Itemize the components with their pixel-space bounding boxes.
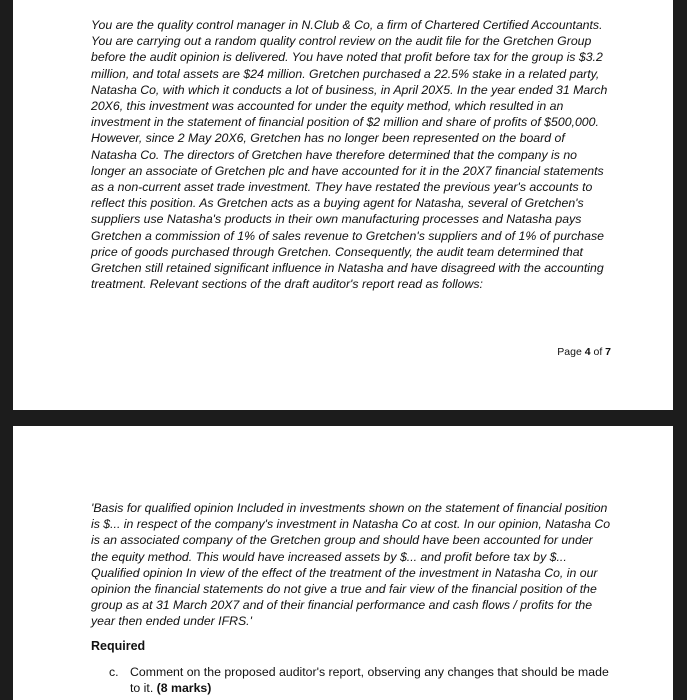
page-number-total: 7	[605, 346, 611, 358]
page-number-prefix: Page	[557, 346, 585, 358]
question-marks: (8 marks)	[156, 681, 212, 695]
page-number-middle: of	[590, 346, 606, 358]
question-text: Comment on the proposed auditor's report, observing any changes that should be made to it.	[130, 665, 609, 695]
document-page-4	[13, 0, 673, 410]
page-number-current: 4	[584, 346, 591, 358]
question-label: c.	[109, 665, 119, 679]
auditor-report-extract: 'Basis for qualified opinion Included in investments shown on the statement of financial position is $... in respect of the company's investment in Natasha Co at cost. In our opinion, Natasha Co is an associated company of the Gretchen group and should have been accounted for under the equity method. This would have increased assets by $... and profit before tax by $... Qualified opinion In view of the effect of the treatment of the investment in Natasha Co, in our opinion the financial statements do not give a true and fair view of the financial position of the group as at 31 March 20X7 and of their financial performance and cash flows / profits for the year then ended under IFRS.'	[91, 501, 611, 629]
question-c	[109, 664, 609, 696]
scenario-paragraph: You are the quality control manager in N.Club & Co, a firm of Chartered Certified Accountants. You are carrying out a random quality control review on the audit file for the Gretchen Group before the audit opinion is delivered. You have noted that profit before tax for the group is $3.2 million, and total assets are $24 million. Gretchen purchased a 22.5% stake in a related party, Natasha Co, with which it conducts a lot of business, in April 20X5. In the year ended 31 March 20X6, this investment was accounted for under the equity method, which resulted in an investment in the statement of financial position of $2 million and share of profits of $500,000. However, since 2 May 20X6, Gretchen has no longer been represented on the board of Natasha Co. The directors of Gretchen have therefore determined that the company is no longer an associate of Gretchen plc and have accounted for it in the 20X7 financial statements as a non-current asset trade investment. They have restated the previous year's accounts to reflect this position. As Gretchen acts as a buying agent for Natasha, several of Gretchen's suppliers use Natasha's products in their own manufacturing processes and Natasha pays Gretchen a commission of 1% of sales revenue to Gretchen's suppliers and of 1% of purchase price of goods purchased through Gretchen. Consequently, the audit team determined that Gretchen still retained significant influence in Natasha and have disagreed with the accounting treatment. Relevant sections of the draft auditor's report read as follows:	[91, 18, 608, 292]
page-number	[557, 346, 611, 358]
required-heading: Required	[91, 639, 146, 653]
document-page-5	[13, 426, 673, 700]
